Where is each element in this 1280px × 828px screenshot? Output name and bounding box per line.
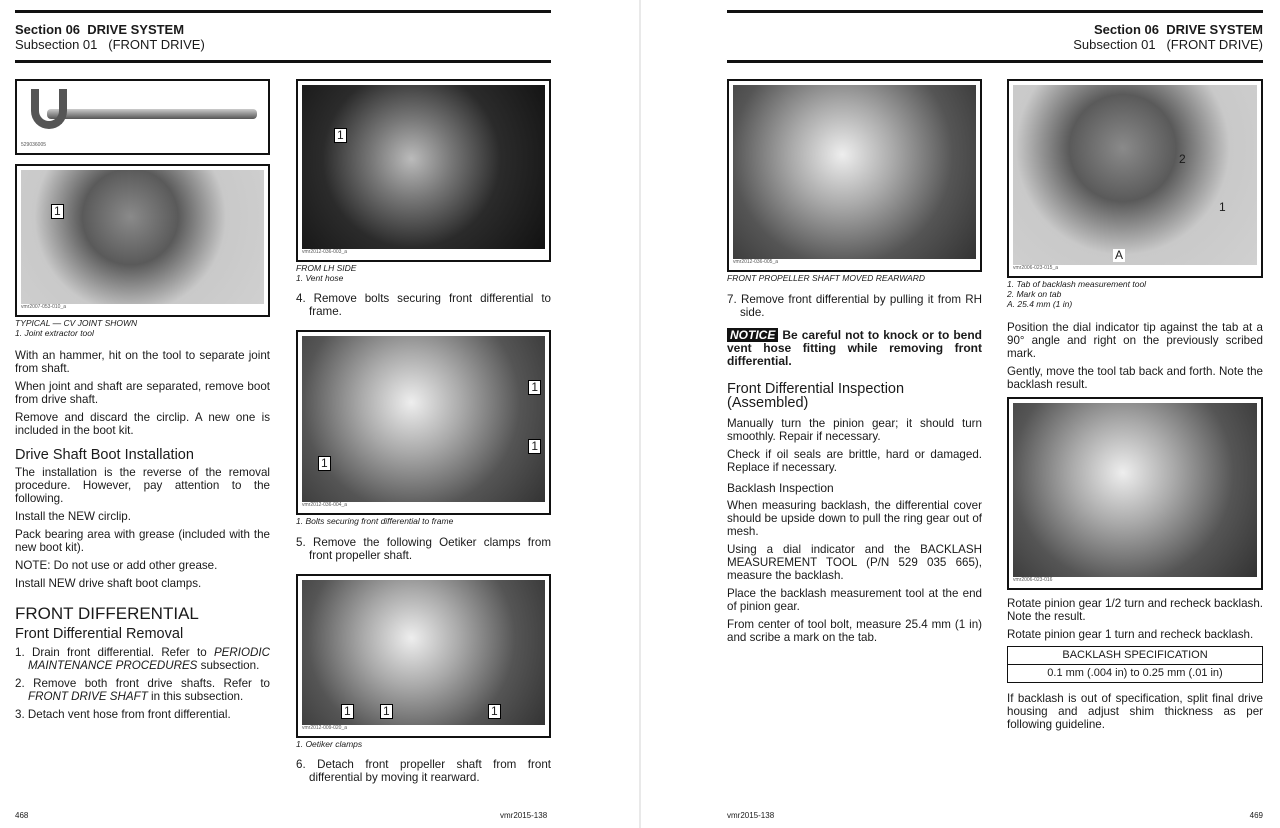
note: NOTE: Do not use or add other grease. [15,559,218,572]
callout: 1 [528,380,541,395]
callout: 2 [1179,152,1186,166]
figure-id: vmr2006-023-016 [1013,576,1053,583]
tool-illustration [47,109,257,119]
paragraph: Install the NEW circlip. [15,510,131,523]
paragraph: Using a dial indicator and the BACKLASH MEASUREMENT TOOL (P/N 529 035 665), measure the backlash. [727,542,982,582]
figure-caption: TYPICAL — CV JOINT SHOWN 1. Joint extractor tool [15,318,138,338]
callout: 1 [1219,200,1226,214]
paragraph: Pack bearing area with grease (included with the new boot kit). [15,528,270,554]
paragraph: With an hammer, hit on the tool to separate joint from shaft. [15,349,270,375]
figure-propeller-shaft [727,79,982,272]
section-number: Section 06 [1093,22,1159,37]
figure-oetiker-clamps [296,574,551,738]
callout: 1 [341,704,354,719]
right-page [641,0,1280,828]
notice-badge: NOTICE [727,328,778,342]
step-7: 7. Remove front differential by pulling it from RH side. [727,292,982,319]
callout: 1 [51,204,64,219]
figure-id: vmr2006-023-015_a [1013,265,1059,271]
photo [1013,403,1257,577]
paragraph: Rotate pinion gear 1/2 turn and recheck backlash. Note the result. [1007,596,1263,623]
section-number: Section 06 [15,22,81,37]
document-code: vmr2015-138 [727,811,775,820]
figure-id: vmr2007-053-010_a [21,304,67,310]
paragraph: From center of tool bolt, measure 25.4 mm (1 in) and scribe a mark on the tab. [727,617,982,644]
figure-bolts [296,330,551,515]
backlash-spec-table [1007,646,1263,683]
callout: A [1115,248,1124,262]
paragraph: Check if oil seals are brittle, hard or damaged. Replace if necessary. [727,447,982,474]
callout: 1 [334,128,347,143]
section-header [15,22,205,52]
paragraph: Position the dial indicator tip against the tab at a 90° angle and right on the previously scribed mark. [1007,320,1263,360]
subsection-title: (FRONT DRIVE) [108,37,205,52]
header-rule [15,60,551,63]
subsection-number: Subsection 01 [15,37,98,52]
figure-caption: FROM LH SIDE 1. Vent hose [296,263,357,283]
paragraph: Gently, move the tool tab back and forth. Note the backlash result. [1007,364,1263,391]
callout: 1 [380,704,393,719]
left-column [727,79,982,644]
callout: 1 [528,439,541,454]
figure-cv-joint [15,164,270,317]
figure-caption: FRONT PROPELLER SHAFT MOVED REARWARD [727,273,926,283]
callout: 1 [488,704,501,719]
header-rule [727,60,1263,63]
minor-heading: Backlash Inspection [727,480,834,495]
photo [302,336,545,502]
paragraph: The installation is the reverse of the removal procedure. However, pay attention to the following. [15,466,270,505]
paragraph: Manually turn the pinion gear; it should turn smoothly. Repair if necessary. [727,416,982,443]
section-title: DRIVE SYSTEM [87,22,185,37]
photo [302,580,545,725]
subsection-number: Subsection 01 [1073,37,1156,52]
paragraph: When joint and shaft are separated, remove boot from drive shaft. [15,380,270,406]
paragraph: When measuring backlash, the differential cover should be upside down to pull the ring gear out of mesh. [727,498,982,538]
table-cell: 0.1 mm (.004 in) to 0.25 mm (.01 in) [1008,664,1263,682]
step-6: 6. Detach front propeller shaft from front differential by moving it rearward. [296,758,551,784]
right-column [296,79,551,784]
link-front-drive-shaft[interactable]: FRONT DRIVE SHAFT [28,690,148,703]
figure-id: vmr2012-036-005_a [733,259,779,265]
subheading: Front Differential Removal [15,626,184,642]
subheading: Front Differential Inspection (Assembled) [727,380,905,411]
figure-backlash-tool [1007,79,1263,278]
paragraph: Place the backlash measurement tool at the end of pinion gear. [727,586,982,613]
step-3: 3. Detach vent hose from front differential. [15,708,231,721]
link-periodic-maintenance[interactable]: PERIODIC MAINTENANCE PROCEDURES [28,646,270,672]
figure-caption: 1. Oetiker clamps [296,738,363,749]
figure-id: vmr2012-009-020_a [302,724,348,731]
section-heading: FRONT DIFFERENTIAL [15,604,199,623]
section-header [1073,22,1263,52]
paragraph: Rotate pinion gear 1 turn and recheck backlash. [1007,627,1254,641]
document-code: vmr2015-138 [500,811,548,820]
step-4: 4. Remove bolts securing front differential to frame. [296,292,551,318]
page-number: 468 [15,811,29,820]
photo [1013,85,1257,265]
photo [21,170,264,304]
table-header: BACKLASH SPECIFICATION [1008,646,1263,664]
tool-hook [31,89,67,129]
figure-id: 529036005 [21,142,47,148]
figure-caption: 1. Bolts securing front differential to frame [296,516,454,526]
subheading: Drive Shaft Boot Installation [15,447,194,463]
figure-tool [15,79,270,155]
step-1: 1. Drain front differential. Refer to PERIODIC MAINTENANCE PROCEDURES subsection. [15,646,270,672]
figure-id: vmr2012-036-003_a [302,249,348,255]
paragraph: If backlash is out of specification, split final drive housing and adjust shim thickness as per following guideline. [1007,691,1263,731]
header-rule [15,10,551,13]
header-rule [727,10,1263,13]
figure-vent-hose [296,79,551,262]
paragraph: Install NEW drive shaft boot clamps. [15,577,202,590]
section-title: DRIVE SYSTEM [1166,22,1263,37]
page-number: 469 [1249,811,1263,820]
subsection-title: (FRONT DRIVE) [1166,37,1263,52]
photo [302,85,545,249]
photo [733,85,976,259]
callout: 1 [318,456,331,471]
step-5: 5. Remove the following Oetiker clamps from front propeller shaft. [296,535,551,562]
figure-dial-indicator [1007,397,1263,590]
figure-id: vmr2012-036-004_a [302,502,348,508]
step-2: 2. Remove both front drive shafts. Refer to FRONT DRIVE SHAFT in this subsection. [15,677,270,703]
left-column [15,79,270,721]
notice: NOTICE Be careful not to knock or to bend vent hose fitting while removing front differential. [727,327,982,368]
right-column [1007,79,1263,731]
paragraph: Remove and discard the circlip. A new one is included in the boot kit. [15,411,270,437]
left-page [0,0,639,828]
figure-caption: 1. Tab of backlash measurement tool 2. Mark on tab A. 25.4 mm (1 in) [1007,279,1147,309]
